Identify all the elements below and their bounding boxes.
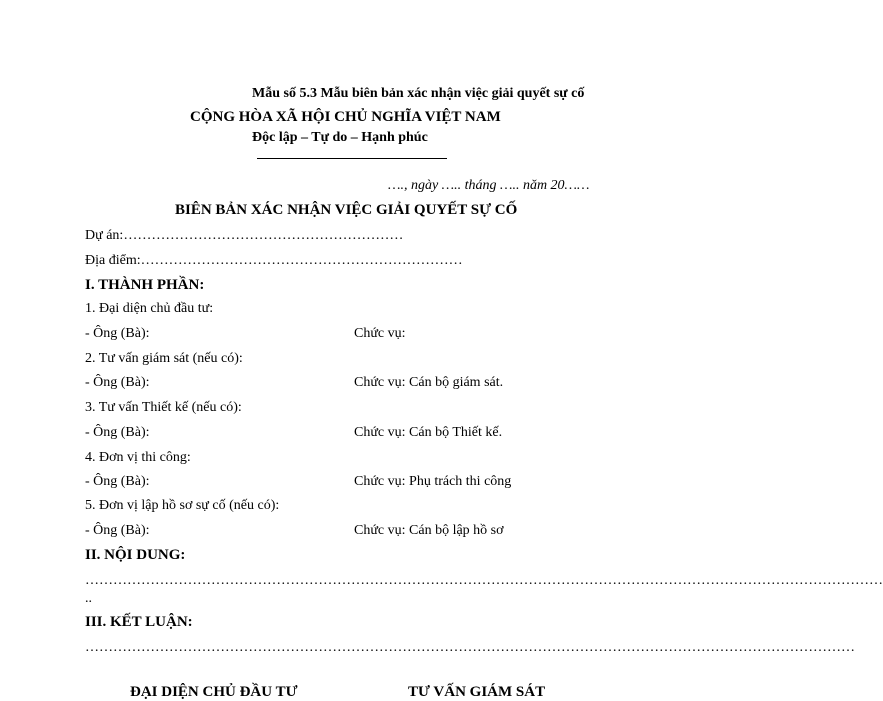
- national-title: CỘNG HÒA XÃ HỘI CHỦ NGHĨA VIỆT NAM: [190, 109, 501, 125]
- group-1-position: Chức vụ:: [354, 326, 406, 341]
- group-3-position: Chức vụ: Cán bộ Thiết kế.: [354, 425, 503, 440]
- conclusion-dots-line: …………………………………………………………………………………………………………………………………………………: [85, 640, 855, 655]
- group-3-person: - Ông (Bà):: [85, 425, 150, 440]
- group-1-heading: 1. Đại diện chủ đầu tư:: [85, 301, 214, 316]
- group-4-position: Chức vụ: Phụ trách thi công: [354, 474, 512, 489]
- location-dots: ……………………………………………………………: [140, 253, 463, 268]
- section-2-title: II. NỘI DUNG:: [85, 547, 186, 563]
- group-1-person: - Ông (Bà):: [85, 326, 150, 341]
- group-5-position: Chức vụ: Cán bộ lập hồ sơ: [354, 523, 504, 538]
- signature-investor: ĐẠI DIỆN CHỦ ĐẦU TƯ: [130, 684, 298, 700]
- section-1-title: I. THÀNH PHẦN:: [85, 277, 205, 293]
- doc-title: BIÊN BẢN XÁC NHẬN VIỆC GIẢI QUYẾT SỰ CỐ: [175, 202, 518, 218]
- location-line: [85, 253, 463, 269]
- project-dots: ……………………………………………………: [123, 228, 404, 243]
- content-dots-line-1: ………………………………………………………………………………………………………………………………………………………: [85, 573, 883, 588]
- signature-supervisor: TƯ VẤN GIÁM SÁT: [408, 684, 546, 700]
- group-5-heading: 5. Đơn vị lập hồ sơ sự cố (nếu có):: [85, 498, 280, 513]
- section-3-title: III. KẾT LUẬN:: [85, 614, 193, 630]
- group-4-person: - Ông (Bà):: [85, 474, 150, 489]
- motto-underline: [257, 158, 447, 159]
- group-2-position: Chức vụ: Cán bộ giám sát.: [354, 375, 504, 390]
- project-label: Dự án:: [85, 228, 124, 243]
- group-2-heading: 2. Tư vấn giám sát (nếu có):: [85, 351, 243, 366]
- date-line: …., ngày ….. tháng ….. năm 20……: [388, 178, 590, 193]
- group-2-person: - Ông (Bà):: [85, 375, 150, 390]
- content-dots-line-2: ..: [85, 591, 92, 606]
- project-line: [85, 228, 403, 244]
- location-label: Địa điểm:: [85, 253, 141, 268]
- form-number: Mẫu số 5.3 Mẫu biên bản xác nhận việc giải quyết sự cố: [252, 86, 585, 101]
- group-5-person: - Ông (Bà):: [85, 523, 150, 538]
- group-4-heading: 4. Đơn vị thi công:: [85, 450, 191, 465]
- group-3-heading: 3. Tư vấn Thiết kế (nếu có):: [85, 400, 242, 415]
- motto: Độc lập – Tự do – Hạnh phúc: [252, 130, 428, 145]
